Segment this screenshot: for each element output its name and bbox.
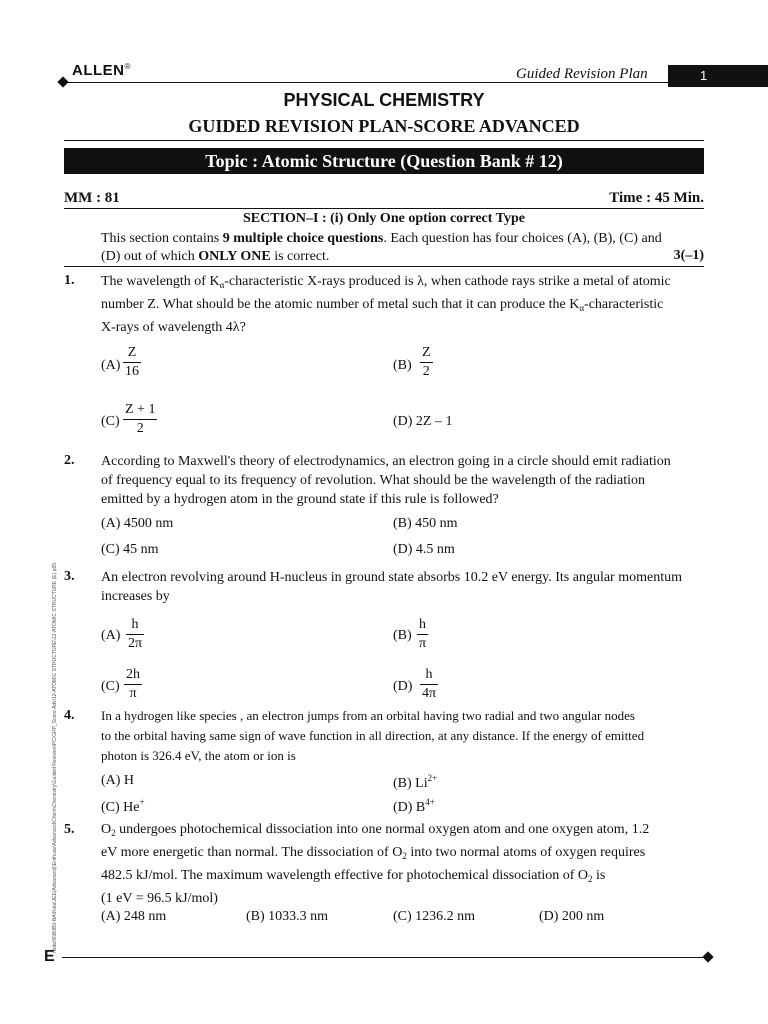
- option-c-fraction: $\frac{Z + 1}{2}$: [125, 402, 156, 436]
- option-label: (B): [393, 358, 412, 373]
- marking-scheme: 3(–1): [673, 248, 704, 263]
- footer-diamond: [702, 951, 713, 962]
- topic-banner: Topic : Atomic Structure (Question Bank # 12): [64, 148, 704, 174]
- subject-title: PHYSICAL CHEMISTRY: [283, 90, 485, 110]
- option-b-fraction: $\frac{h}{\pi}$: [419, 617, 427, 651]
- question-2-text: According to Maxwell's theory of electrodynamics, an electron going in a circle should emit radiation of frequency equal to its frequency of revolution. What should be the wavelength of the radiation emitted by a hydrogen atom in the ground state if this rule is followed?: [101, 454, 671, 507]
- option-a: (A) 4500 nm: [101, 516, 174, 531]
- option-a-fraction: $\frac{h}{2\pi}$: [128, 617, 143, 651]
- option-c: (C) 1236.2 nm: [393, 909, 476, 924]
- option-d-fraction: $\frac{h}{4\pi}$: [422, 667, 437, 701]
- option-b: (B) 1033.3 nm: [246, 909, 329, 924]
- footer-letter: E: [44, 948, 55, 965]
- plan-title: GUIDED REVISION PLAN-SCORE ADVANCED: [188, 116, 580, 136]
- question-number: 3.: [64, 569, 75, 584]
- option-label: (C): [101, 679, 120, 694]
- option-a-fraction: $\frac{Z}{16}$: [125, 345, 139, 379]
- option-d: (D) $B^{4+}$: [393, 797, 435, 815]
- question-4-text: In a hydrogen like species , an electron jumps from an orbital having two radial and two angular nodes to the orbital having same sign of wave function in all direction, at any distance. If the energy of emitted photon is 326.4 eV, the atom or ion is: [101, 708, 645, 763]
- footer-rule: [62, 957, 708, 958]
- option-label: (C): [101, 414, 120, 429]
- question-5-text: $O_2$ undergoes photochemical dissociation into one normal oxygen atom and one oxygen atom, 1.2 eV more energetic than normal. The dissociation of $O_2$ into two normal atoms of oxygen requires 482.5 kJ/mol. The maximum wavelength effective for photochemical dissociation of $O_2$ is (1 eV = 96.5 kJ/mol): [101, 822, 650, 906]
- option-b: (B) $Li^{2+}$: [393, 773, 438, 791]
- section-heading: SECTION–I : (i) Only One option correct Type: [243, 211, 525, 226]
- option-b: (B) 450 nm: [393, 516, 458, 531]
- page-number: 1: [668, 65, 768, 87]
- title-rule: [64, 140, 704, 141]
- question-number: 2.: [64, 453, 75, 468]
- option-d: (D) 200 nm: [539, 909, 605, 924]
- option-c: (C) 45 nm: [101, 542, 159, 557]
- option-c-fraction: $\frac{2h}{\pi}$: [126, 667, 140, 701]
- question-number: 5.: [64, 822, 75, 837]
- option-a: (A) 248 nm: [101, 909, 167, 924]
- option-d: (D) 2Z – 1: [393, 414, 453, 429]
- question-number: 4.: [64, 708, 75, 723]
- option-label: (D): [393, 679, 413, 694]
- section-intro-line2: (D) out of which ONLY ONE is correct.: [101, 249, 330, 264]
- meta-rule: [64, 208, 704, 209]
- option-d: (D) 4.5 nm: [393, 542, 455, 557]
- max-marks: MM : 81: [64, 190, 120, 206]
- question-number: 1.: [64, 273, 75, 288]
- option-c: (C) He+: [101, 797, 145, 815]
- question-3-text: An electron revolving around H-nucleus in ground state absorbs 10.2 eV energy. Its angular momentum increases by: [101, 570, 682, 604]
- option-label: (A): [101, 628, 121, 643]
- section-intro-line1: This section contains 9 multiple choice questions. Each question has four choices (A), (B), (C) and: [101, 231, 662, 246]
- question-1-text: The wavelength of $K_\alpha$-characteristic X-rays produced is λ, when cathode rays strike a metal of atomic number Z. What should be the atomic number of metal such that it can produce the $K_\alpha$-characteristic X-rays of wavelength 4λ?: [101, 274, 671, 335]
- option-b-fraction: $\frac{Z}{2}$: [422, 345, 431, 379]
- time-limit: Time : 45 Min.: [609, 190, 704, 206]
- option-label: (B): [393, 628, 412, 643]
- option-label: (A): [101, 358, 121, 373]
- allen-logo: ALLEN®: [72, 62, 131, 79]
- running-title: Guided Revision Plan: [516, 66, 648, 82]
- file-path-margin: node06\B0B0-BA\Kota\JEE(Advanced)\Enthuse\Advanced\Chem\Chemistry\Guided Revision\PC\GRP_Score Adv\12-ATOMIC STRUCTURE\12-ATOMIC STRUCTURE (E).p65: [52, 562, 58, 954]
- option-a: (A) H: [101, 773, 135, 788]
- section-rule: [64, 266, 704, 267]
